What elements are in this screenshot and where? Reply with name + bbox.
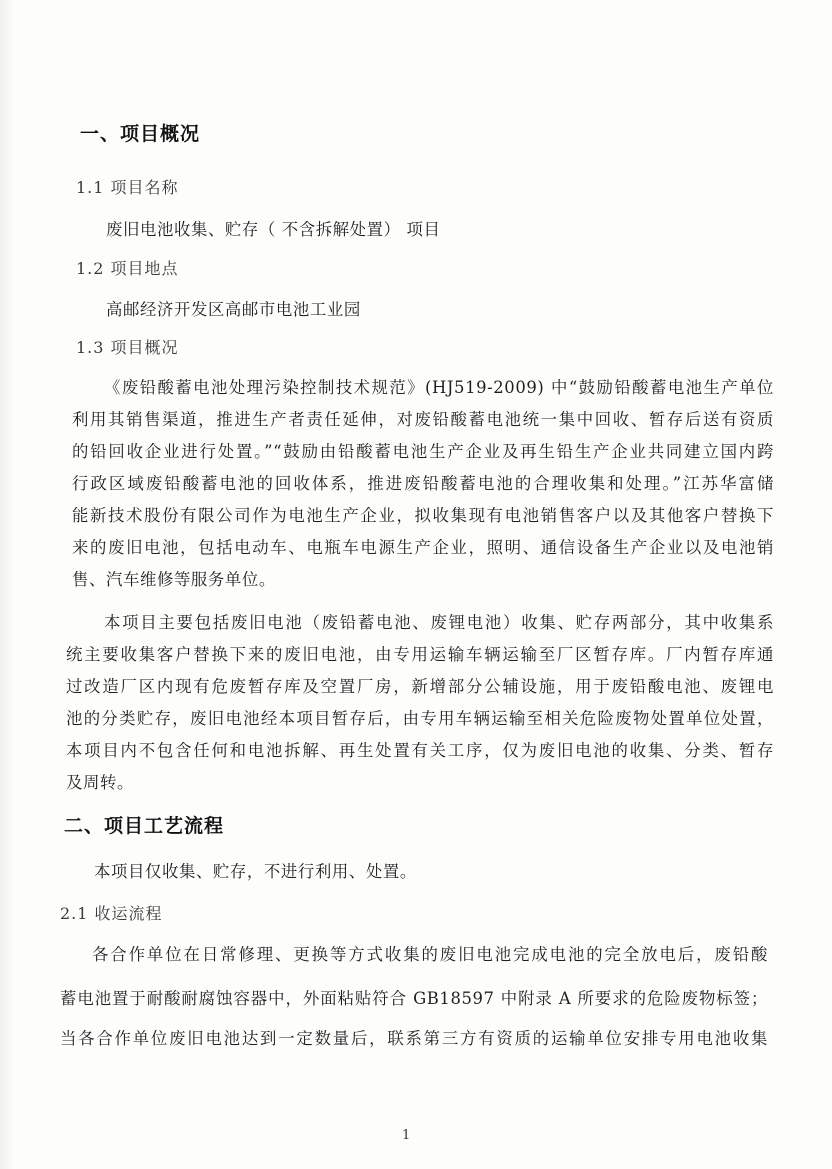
subsection-heading-1-3: 1.3 项目概况 <box>76 338 179 357</box>
paragraph-line: 各合作单位在日常修理、更换等方式收集的废旧电池完成电池的完全放电后，废铅酸 <box>92 945 768 964</box>
paragraph-line: 及周转。 <box>66 773 134 792</box>
page-number: 1 <box>402 1128 411 1143</box>
paragraph-line: 当各合作单位废旧电池达到一定数量后，联系第三方有资质的运输单位安排专用电池收集 <box>60 1029 768 1048</box>
paragraph-line: 售、汽车维修等服务单位。 <box>72 570 276 589</box>
paragraph-line: 的铅回收企业进行处置。”“鼓励由铅酸蓄电池生产企业及再生铅生产企业共同建立国内跨 <box>72 442 774 461</box>
paragraph-line: 统主要收集客户替换下来的废旧电池，由专用运输车辆运输至厂区暂存库。厂内暂存库通 <box>66 645 774 664</box>
paragraph-line: 来的废旧电池，包括电动车、电瓶车电源生产企业，照明、通信设备生产企业以及电池销 <box>72 538 774 557</box>
paragraph-line: 过改造厂区内现有危废暂存库及空置厂房，新增部分公辅设施，用于废铅酸电池、废锂电 <box>66 677 774 696</box>
paragraph-line: 行政区域废铅酸蓄电池的回收体系，推进废铅酸蓄电池的合理收集和处理。”江苏华富储 <box>72 474 774 493</box>
paragraph-line: 能新技术股份有限公司作为电池生产企业，拟收集现有电池销售客户以及其他客户替换下 <box>72 506 774 525</box>
paragraph-line: 本项目内不包含任何和电池拆解、再生处置有关工序，仅为废旧电池的收集、分类、暂存 <box>66 741 774 760</box>
subsection-heading-1-2: 1.2 项目地点 <box>76 259 179 278</box>
section-heading-1: 一、项目概况 <box>80 123 201 145</box>
project-location-text: 高邮经济开发区高邮市电池工业园 <box>106 300 361 319</box>
paragraph-line: 《废铅酸蓄电池处理污染控制技术规范》(HJ519-2009) 中“鼓励铅酸蓄电池生产单位 <box>104 378 774 397</box>
subsection-heading-2-1: 2.1 收运流程 <box>60 904 163 923</box>
section-heading-2: 二、项目工艺流程 <box>64 815 225 837</box>
paragraph-line: 蓄电池置于耐酸耐腐蚀容器中，外面粘贴符合 GB18597 中附录 A 所要求的危险废物标签； <box>60 989 768 1008</box>
project-name-text: 废旧电池收集、贮存（ 不含拆解处置） 项目 <box>106 220 441 239</box>
paragraph-line: 池的分类贮存，废旧电池经本项目暂存后，由专用车辆运输至相关危险废物处置单位处置， <box>66 709 774 728</box>
subsection-heading-1-1: 1.1 项目名称 <box>76 178 179 197</box>
paragraph-line: 本项目主要包括废旧电池（废铅蓄电池、废锂电池）收集、贮存两部分，其中收集系 <box>104 613 774 632</box>
paragraph-line: 利用其销售渠道，推进生产者责任延伸，对废铅酸蓄电池统一集中回收、暂存后送有资质 <box>72 410 774 429</box>
scan-shadow <box>0 0 14 1169</box>
section2-intro-text: 本项目仅收集、贮存，不进行利用、处置。 <box>94 862 417 881</box>
